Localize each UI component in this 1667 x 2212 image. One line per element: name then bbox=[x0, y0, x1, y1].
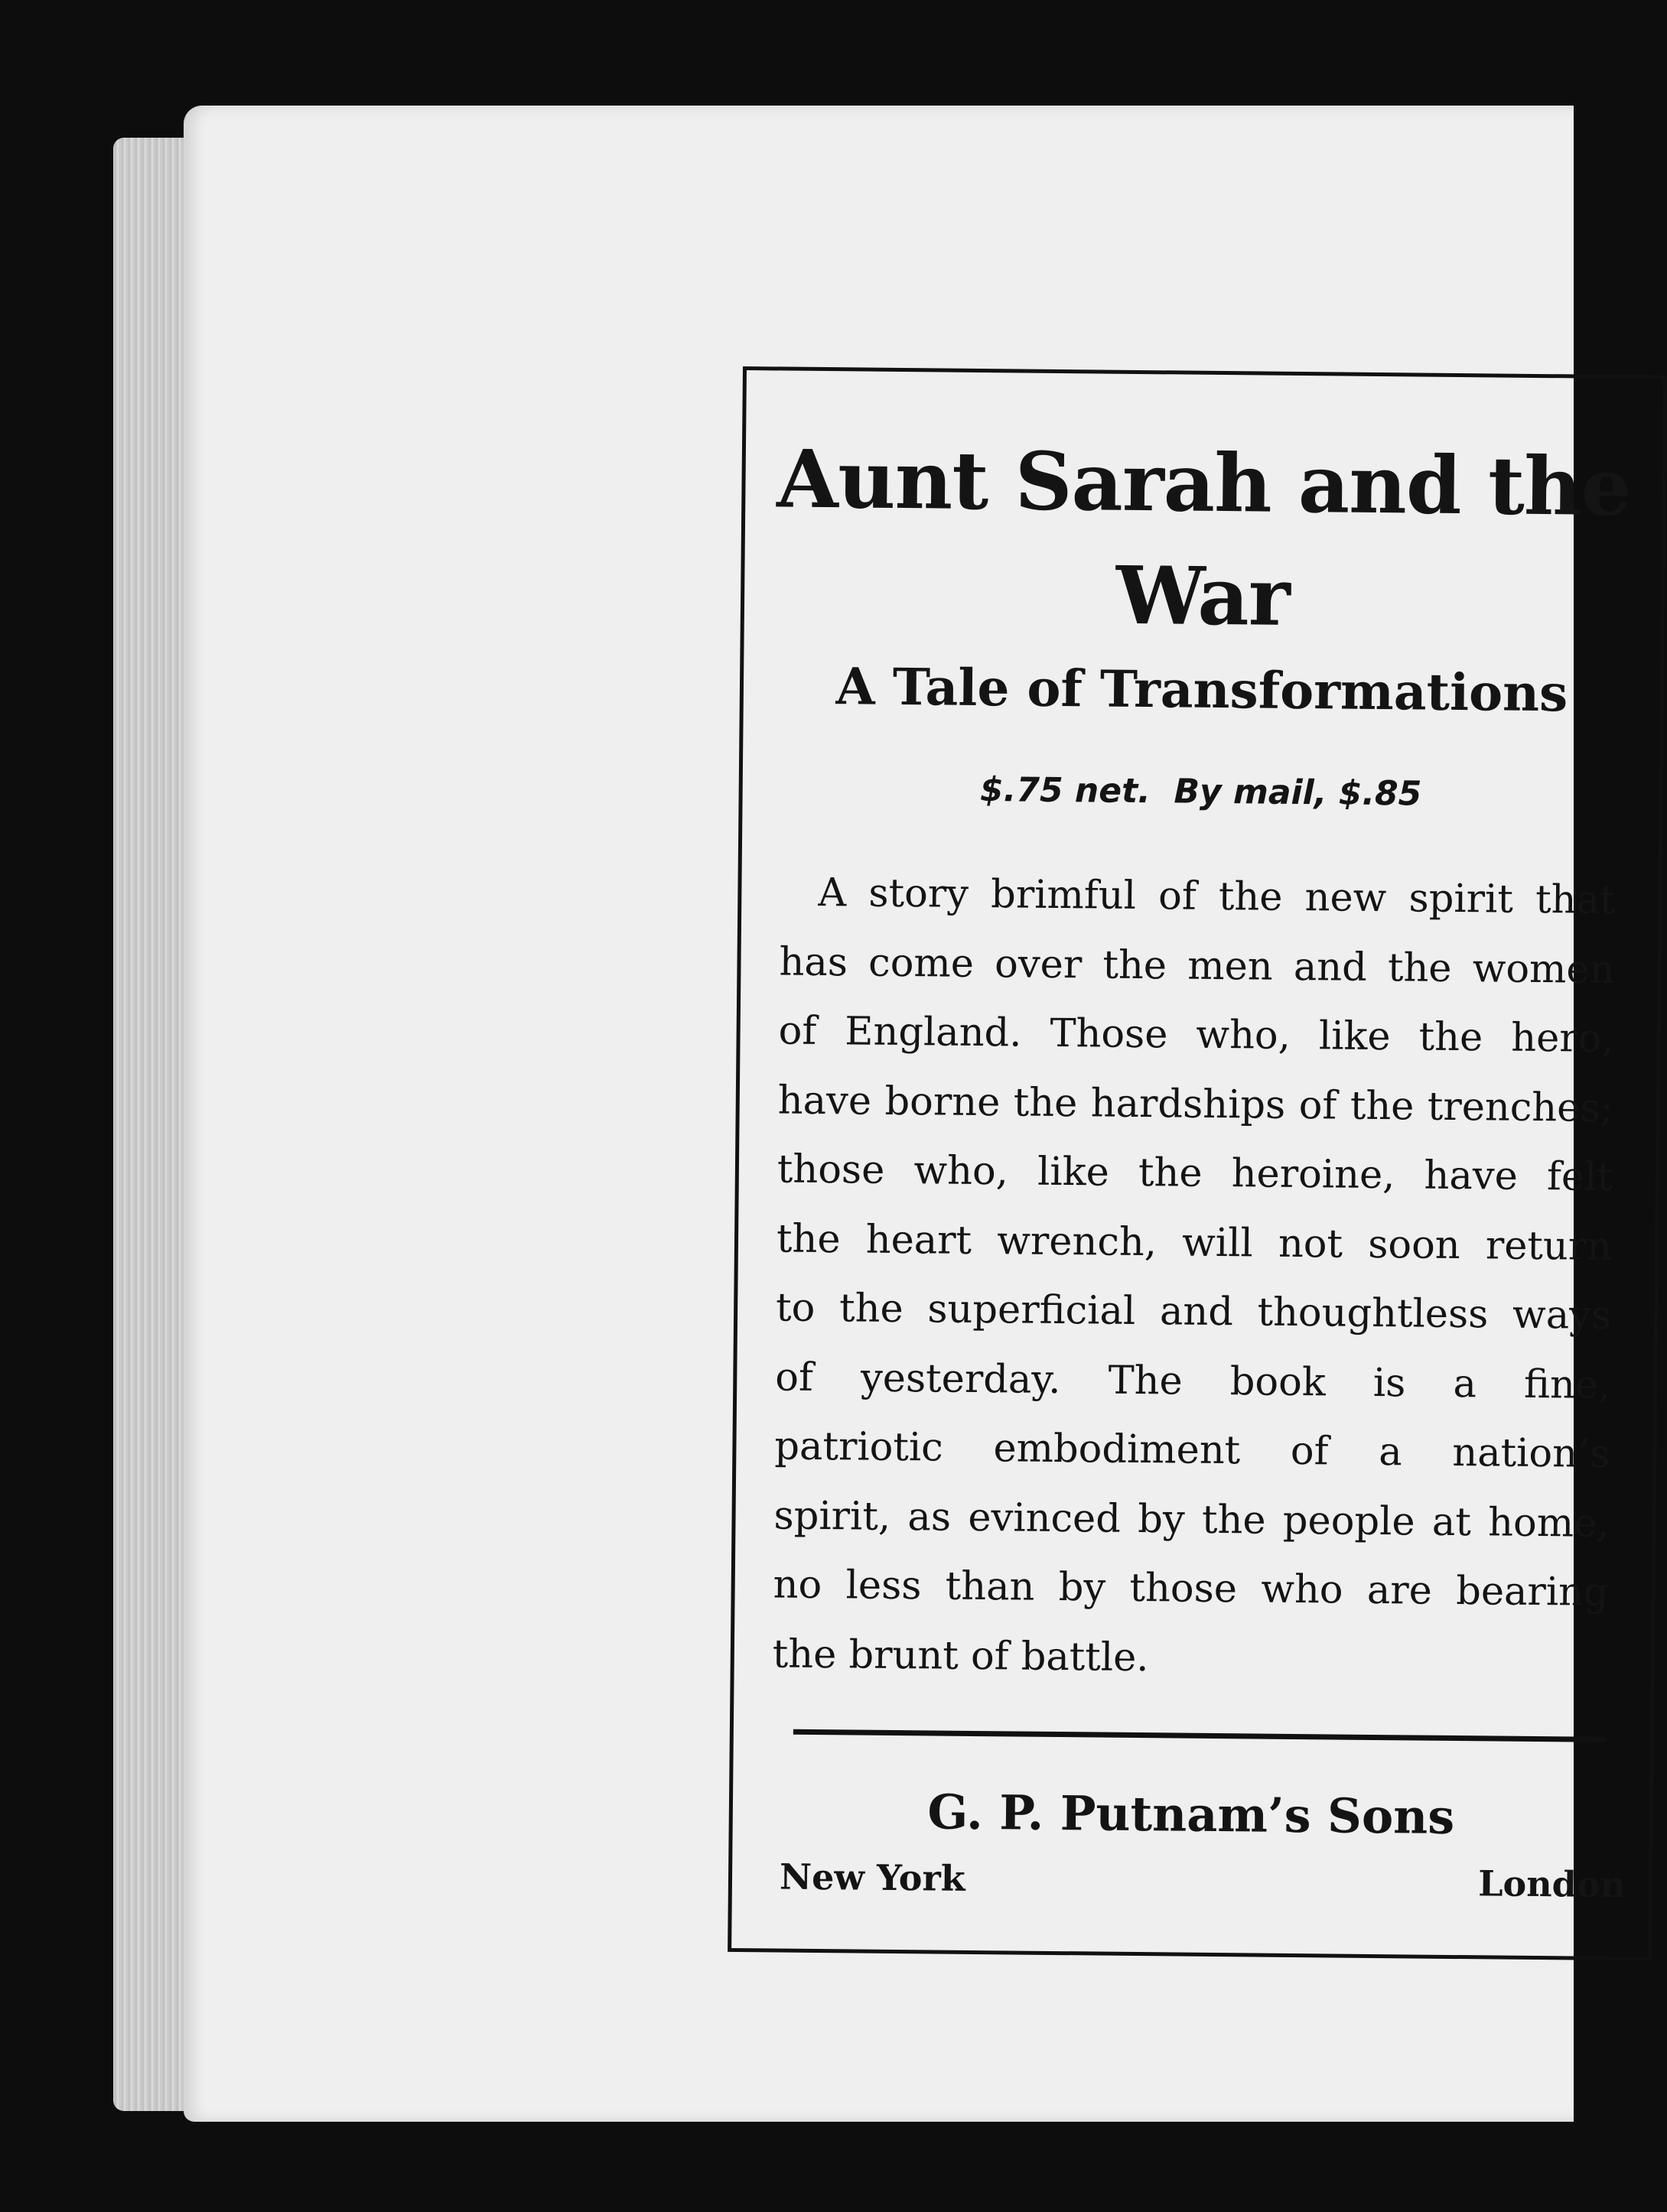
description-line: of England. Those who, like the hero, bbox=[778, 1008, 1614, 1062]
description-line: of yesterday. The book is a fine, bbox=[775, 1354, 1611, 1408]
advertisement-box bbox=[728, 366, 1667, 1961]
description bbox=[772, 858, 1615, 1696]
description-line: those who, like the heroine, have felt bbox=[777, 1147, 1613, 1200]
book-subtitle: A Tale of Transformations bbox=[835, 656, 1568, 724]
description-line: no less than by those who are bearing bbox=[773, 1562, 1609, 1615]
description-line: the heart wrench, will not soon return bbox=[776, 1215, 1613, 1270]
book-page bbox=[184, 106, 1632, 2122]
description-line: patriotic embodiment of a nation’s bbox=[774, 1423, 1610, 1477]
price-line: $.75 net. By mail, $.85 bbox=[979, 770, 1422, 814]
horizontal-rule bbox=[793, 1729, 1607, 1742]
description-line: spirit, as evinced by the people at home, bbox=[773, 1492, 1610, 1547]
book-title: Aunt Sarah and the War bbox=[776, 431, 1632, 644]
description-line: have borne the hardships of the trenches; bbox=[777, 1077, 1614, 1131]
description-line: the brunt of battle. bbox=[772, 1631, 1149, 1680]
publisher-name: G. P. Putnam’s Sons bbox=[927, 1784, 1455, 1846]
publisher-city-new-york: New York bbox=[779, 1856, 965, 1899]
description-line: A story brimful of the new spirit that bbox=[818, 870, 1616, 923]
description-line: has come over the men and the women bbox=[779, 938, 1615, 993]
description-line: to the superficial and thoughtless ways bbox=[775, 1285, 1612, 1339]
publisher-city-london: London bbox=[1477, 1862, 1626, 1906]
